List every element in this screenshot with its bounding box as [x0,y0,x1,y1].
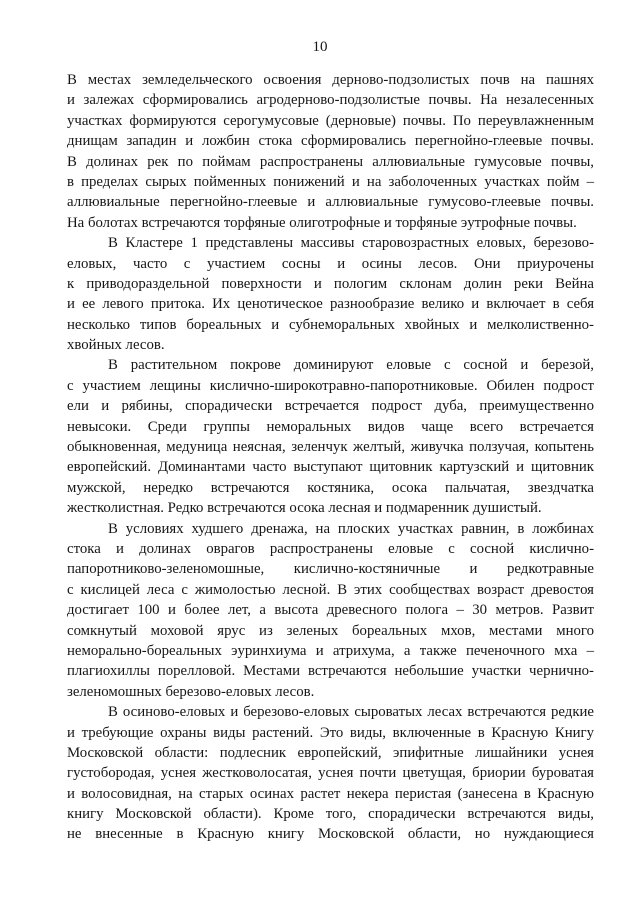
text-line: к приводораздельной поверхности и пологим склонам долин реки Вейна [67,275,594,292]
paragraph [67,233,594,355]
text-line: мужской, нередко встречаются костяника, осока пальчатая, звездчатка [67,479,594,496]
text-line: хвойных лесов. [67,337,165,354]
text-line: несколько типов бореальных и субнеморальных хвойных и мелколиственно- [67,316,594,333]
text-line: В условиях худшего дренажа, на плоских участках равнин, в ложбинах [108,520,594,537]
document-body [67,70,594,845]
text-line: и залежах сформировались агродерново-подзолистые почвы. На незалесенных [67,92,594,109]
text-line: и требующие охраны виды растений. Это виды, включенные в Красную Книгу [67,724,594,741]
text-line: стока и долинах оврагов распространены еловые с сосной кислично- [67,540,594,557]
text-line: обыкновенная, медуница неясная, зеленчук желтый, живучка ползучая, копытень [67,439,594,456]
text-line: В местах земледельческого освоения дерново-подзолистых почв на пашнях [67,72,594,88]
text-line: участках формируются серогумусовые (дерновые) почвы. По переувлажненным [67,112,594,129]
page-number: 10 [312,39,328,55]
text-line: и ее левого притока. Их ценотическое разнообразие велико и включает в себя [67,296,594,313]
text-line: невысоки. Среди группы неморальных видов чаще всего встречается [67,418,594,435]
text-line: достигает 100 и более лет, а высота древесного полога – 30 метров. Развит [67,602,594,619]
text-line: В осиново-еловых и березово-еловых сыроватых лесах встречаются редкие [108,704,594,721]
paragraph [67,70,594,233]
text-line: днищам западин и ложбин стока сформировались перегнойно-глеевые почвы. [67,133,594,150]
text-line: не внесенные в Красную книгу Московской области, но нуждающиеся [67,826,594,843]
text-line: неморально-бореальных эуринхиума и атрихума, а также печеночного мха – [67,642,594,659]
text-line: В долинах рек по поймам распространены аллювиальные гумусовые почвы, [67,153,594,170]
text-line: книгу Московской области). Кроме того, спорадически встречаются виды, [67,806,594,823]
text-line: плагиохиллы порелловой. Местами встречаются небольшие участки чернично- [67,663,594,680]
paragraph [67,702,594,845]
text-line: В Кластере 1 представлены массивы старовозрастных еловых, березово- [108,235,594,252]
text-line: густобородая, уснея жестковолосатая, уснея почти цветущая, бриории буроватая [67,765,594,782]
paragraph [67,519,594,703]
paragraph [67,355,594,518]
text-line: Московской области: подлесник европейский, эпифитные лишайники уснея [67,744,594,761]
text-line: аллювиальные перегнойно-глеевые и аллювиальные гумусово-глеевые почвы. [67,194,594,211]
text-line: В растительном покрове доминируют еловые с сосной и березой, [108,357,594,374]
text-line: с кислицей леса с жимолостью лесной. В этих сообществах возраст древостоя [67,581,594,598]
text-line: На болотах встречаются торфяные олиготрофные и торфяные эутрофные почвы. [67,214,577,231]
text-line: жестколистная. Редко встречаются осока лесная и подмаренник душистый. [67,500,542,517]
text-line: и волосовидная, на старых осинах растет некера перистая (занесена в Красную [67,785,594,802]
text-line: с участием лещины кислично-широкотравно-папоротниковые. Обилен подрост [67,377,594,394]
text-line: в пределах сырых пойменных понижений и на заболоченных участках пойм – [67,173,594,190]
text-line: еловых, часто с участием сосны и осины лесов. Они приурочены [67,255,594,272]
text-line: зеленомошных березово-еловых лесов. [67,683,315,700]
text-line: ели и рябины, спорадически встречается подрост дуба, преимущественно [67,398,594,415]
text-line: сомкнутый моховой ярус из зеленых бореальных мхов, местами много [67,622,594,639]
text-line: европейский. Доминантами часто выступают щитовник картузский и щитовник [67,459,594,476]
text-line: папоротниково-зеленомошные, кислично-костяничные и редкотравные [67,561,594,578]
